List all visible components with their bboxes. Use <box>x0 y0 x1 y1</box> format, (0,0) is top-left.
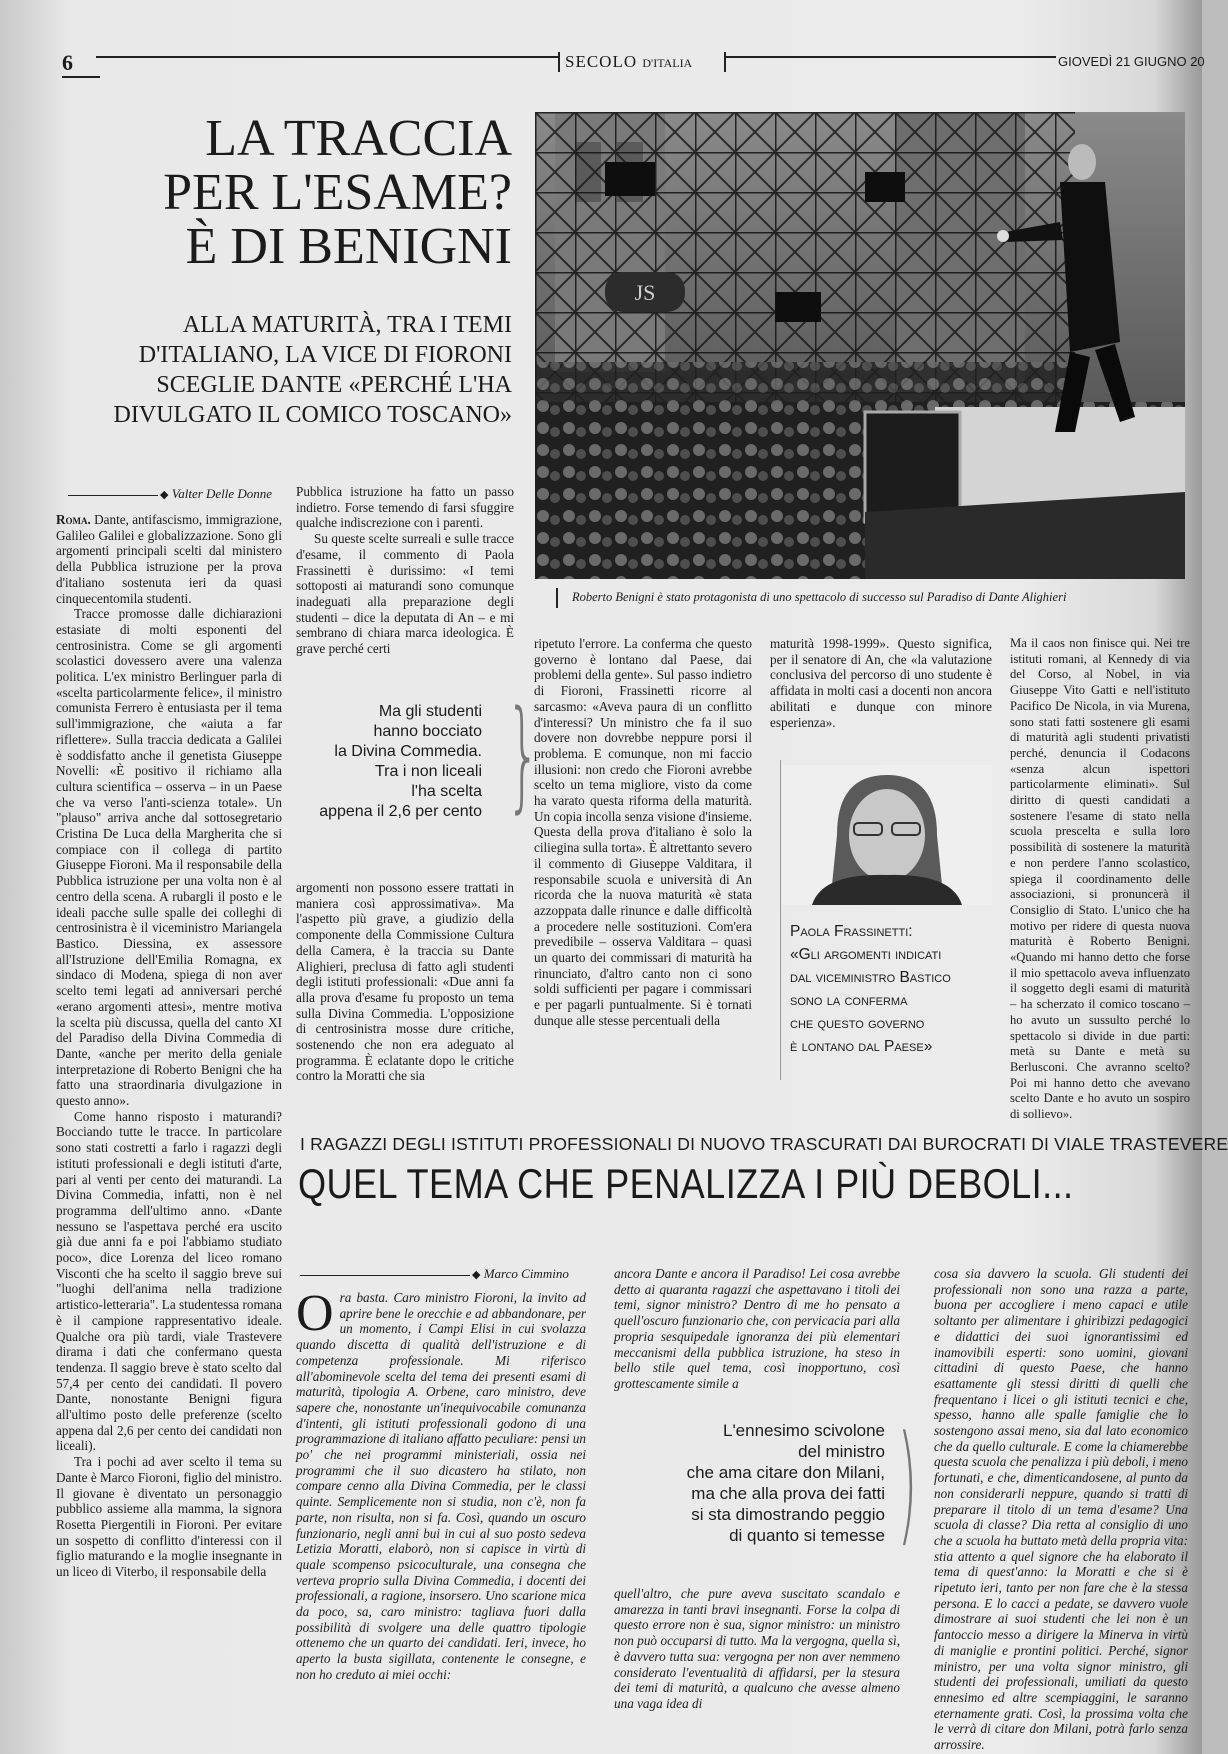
byline-rule <box>68 495 158 496</box>
article-column <box>296 880 514 1084</box>
portrait-caption-line: è lontano dal Paese» <box>790 1038 933 1055</box>
paragraph: Ma il caos non finisce qui. Nei tre istituti romani, al Kennedy di via del Corso, al Nobel, in via Giuseppe Vito Gatti e nell'istituto Pacifico De Nicola, in via Murena, sono stati fatti sostenere gli esami di maturità agli studenti privatisti perché, denuncia il Codacons «senza alcun ispettori particolarmente eliminati». Sul diritto di questi candidati a sostenere l'esame di stato nella scuola prescelta e sulla loro possibilità di sostenere la maturità e non perdere l'anno scolastico, spiega il coordinamento delle associazioni, si pronuncerà il Consiglio di Stato. L'unico che ha motivo per ridere di questa nuova maturità è Roberto Benigni. «Quando mi hanno detto che forse il mio spettacolo aveva influenzato il soggetto degli esami di maturità – ha scherzato il comico toscano – ho avuto un sussulto perché lo spettacolo si divide in due parti: metà su Dante e metà su Berlusconi. Che avranno scelto? Poi mi hanno detto che avevano scelto Dante e ho avuto un sospiro di sollievo». <box>1010 636 1190 1122</box>
article-column <box>770 636 992 730</box>
title-line: PER L'ESAME? <box>163 164 512 221</box>
pull-quote-line: si sta dimostrando peggio <box>691 1505 885 1524</box>
byline <box>68 486 272 502</box>
article-column <box>296 1285 586 1700</box>
article-subtitle <box>42 310 512 430</box>
pull-quote <box>292 702 482 822</box>
article-column <box>614 1586 900 1711</box>
header-rule <box>62 76 100 78</box>
pull-quote-line: la Divina Commedia. <box>334 743 482 760</box>
pull-quote-line: ma che alla prova dei fatti <box>691 1484 885 1503</box>
masthead <box>565 52 692 72</box>
stage-photo-illustration <box>535 112 1185 579</box>
header-rule <box>726 56 1056 58</box>
header-rule <box>96 56 558 58</box>
paragraph: ripetuto l'errore. La conferma che questo governo è lontano dal Paese, dai problemi della gente». Sul passo indietro di Fioroni, Frassinetti ricorre al sarcasmo: «Aveva paura di un conflitto d'interessi? Un ministro che fa il suo dovere non dovrebbe neppure porsi il problema. E comunque, non mi faccio illusioni: non credo che Fioroni avrebbe scelto un tema migliore, visto da come ha varato questa riforma della maturità. Un copia incolla senza visione d'insieme. Questa della prova d'italiano è solo la ciliegina sulla torta». È altrettanto severo il commento di Giuseppe Valditara, il responsabile scuola e università di An ricorda che la nuova maturità «è stata azzoppata dalle rinunce e dalle difficoltà a procedere nelle sostituzioni. Com'era prevedibile – osserva Valditara – quasi un quarto dei commissari di maturità ha rinunciato, d'altro canto non ci sono soldi sufficienti per pagare i commissari e per pagarli puntualmente. Si è tornati dunque alle stesse percentuali della <box>534 636 752 1028</box>
byline-diamond-icon: ◆ <box>472 1269 481 1281</box>
title-line: LA TRACCIA <box>205 110 512 167</box>
pull-quote-line: di quanto si temesse <box>729 1526 885 1545</box>
portrait-caption-line: sono la conferma <box>790 992 908 1009</box>
drop-cap: O <box>296 1285 334 1342</box>
article-headline: QUEL TEMA CHE PENALIZZA I PIÙ DEBOLI... <box>298 1160 1074 1207</box>
paragraph: Tracce promosse dalle dichiarazioni estasiate di molti esponenti del centrosinistra. Come se gli argomenti scolastici dovessero avere una valenza politica. L'ex ministro Berlinguer parla di «scelta particolarmente felice», il ministro comunista Ferrero è entusiasta per il tema sull'immigrazione, che «aiuta a far riflettere». Sulla traccia dedicata a Galilei è soddisfatto anche il genetista Giuseppe Novelli: «È positivo il richiamo alla cultura scientifica – osserva – in un Paese che va verso l'anti-scienza totale». Un "plauso" arriva anche dal sottosegretario Cristina De Luca della Margherita che si compiace con il collega di partito Giuseppe Fioroni. Ma il responsabile della Pubblica istruzione per una volta non è al centro della scena. A rubargli il posto e le ideali pacche sulle spalle dei colleghi di centrosinistra è il viceministro Mariangela Bastico. Diessina, ex assessore all'Istruzione dell'Emilia Romagna, ex sindaco di Modena, spiega di non aver scelto temi legati ad anniversari perché «erano argomenti attesi», mentre motiva la scelta più discussa, quella del canto XI del Paradiso della Divina Commedia di Dante, «anche per merito della geniale interpretazione di Roberto Benigni che ha fatto una straordinaria divulgazione in questo anno». <box>56 606 282 1109</box>
masthead-name: SECOLO <box>565 52 638 71</box>
pull-quote-line: che ama citare don Milani, <box>686 1463 885 1482</box>
page-number: 6 <box>62 50 73 75</box>
paragraph: maturità 1998-1999». Questo significa, per il senatore di An, che «la valutazione conclusiva del percorso di uno studente è affidata in molti casi a docenti non ancora abilitati e dunque con minore esperienza». <box>770 636 992 730</box>
paragraph-text: Dante, antifascismo, immigrazione, Galileo Galilei e globalizzazione. Sono gli argomenti principali scelti dal ministero della Pubblica istruzione per la prova d'italiano sostenuta ieri da quasi cinquecentomila studenti. <box>56 512 282 606</box>
brace-icon: } <box>505 686 541 825</box>
photo-caption: Roberto Benigni è stato protagonista di uno spettacolo di successo sul Paradiso di Dante Alighieri <box>572 590 1067 604</box>
subtitle-line: DIVULGATO IL COMICO TOSCANO» <box>113 402 512 428</box>
author-name: Marco Cimmino <box>483 1266 569 1281</box>
subtitle-line: SCEGLIE DANTE «PERCHÉ L'HA <box>156 372 512 398</box>
header-divider <box>724 52 726 72</box>
byline <box>300 1266 569 1282</box>
article-column <box>56 512 282 1692</box>
pull-quote-line: Ma gli studenti <box>378 703 482 720</box>
subtitle-line: D'ITALIANO, LA VICE DI FIORONI <box>138 342 512 368</box>
paragraph: Tra i pochi ad aver scelto il tema su Dante è Marco Fioroni, figlio del ministro. Il giovane è diventato un personaggio pubblico assieme alla mamma, la signora Rosetta Piergentili in Fioroni. Per evitare un sospetto di conflitto d'interessi con il figlio maturando e la moglie insegnante in un liceo di Viterbo, il responsabile della <box>56 1454 282 1580</box>
paragraph: argomenti non possono essere trattati in maniera così approssimativa». Ma l'aspetto più grave, a giudizio della componente della Commissione Cultura della Camera, è la traccia su Dante Alighieri, preclusa di fatto agli studenti degli istituti professionali: «Due anni fa alla prova d'esame fu proposto un tema sulla Divina Commedia. L'opposizione di centrosinistra mosse dure critiche, sostenendo che non era adeguato al programma. È eclatante dopo le critiche contro la Moratti che sia <box>296 880 514 1084</box>
portrait-photo <box>782 765 992 905</box>
subtitle-line: ALLA MATURITÀ, TRA I TEMI <box>182 312 512 338</box>
dateline: Roma. <box>56 512 91 527</box>
pull-quote-line: hanno bocciato <box>373 723 482 740</box>
portrait-caption-line: dal viceministro Bastico <box>790 969 951 986</box>
portrait-caption-line: che questo governo <box>790 1015 925 1032</box>
header-divider <box>558 52 560 72</box>
pull-quote-line: l'ha scelta <box>411 783 482 800</box>
pull-quote-line: Tra i non liceali <box>374 763 482 780</box>
article-column <box>1010 636 1190 1122</box>
author-name: Valter Delle Donne <box>171 486 273 501</box>
paragraph-text: ra basta. Caro ministro Fioroni, la invito ad aprire bene le orecchie e ad abbandonare, per un momento, i Campi Elisi in cui svolazza quando discetta di qualità dell'istruzione e di competenza professionale. Mi riferisco all'abominevole scelta del tema dei presenti esami di maturità, tipologia A. Orbene, caro ministro, deve sapere che, nonostante un'inequivocabile comunanza d'intenti, gli istituti professionali godono di una programmazione di italiano affatto peculiare: pensi un po' che nei programmi ministeriali, ossia nei programmi che il suo dicastero ha stilato, non compare cenno alla Divina Commedia, per le classi quinte. Semplicemente non si studia, non c'è, non fa parte, non risulta, non si fa. Così, quando un oscuro funzionario, negli anni bui in cui al suo posto sedeva Letizia Moratti, elaborò, non si capisce in virtù di quale scompenso psicoculturale, una consegna che verteva proprio sulla Divina Commedia, i docenti dei professionali, a ragione, insorsero. Uno scarione mica da poco, sa, caro ministro: tagliava fuori dalla possibilità di svolgere una delle quattro tipologie ottenemo che un quarto dei candidati. Ieri, invece, ho aperto la busta sigillata, contenente le consegne, e non ho creduto ai miei occhi: <box>296 1290 586 1682</box>
parenthesis-icon: ) <box>897 1407 918 1559</box>
caption-rule <box>556 588 558 608</box>
paragraph: Come hanno risposto i maturandi? Bocciando tutte le tracce. In particolare sono stati costretti a farlo i ragazzi degli istituti professionali e degli istituti d'arte, pari al venti per cento dei maturandi. La Divina Commedia, infatti, non è nel programma dell'ultimo anno. «Dante nessuno se l'aspettava perché era uscito già due anni fa e poi l'abbiamo studiato poco», dice Lorenza del liceo romano Visconti che ha scelto il saggio breve sui "luoghi dell'anima nella tradizione artistico-letteraria". La studentessa romana è il campione rappresentativo ideale. Qualche ora più tardi, viale Trastevere dirama i dati che confermano questa tendenza. Il saggio breve è stato scelto dal 57,4 per cento dei candidati. Il povero Dante, nonostante Benigni figura all'ultimo posto delle preferenze (scelto appena dal 2,6 per cento dei candidati non liceali). <box>56 1108 282 1454</box>
title-line: È DI BENIGNI <box>185 218 512 275</box>
issue-date: GIOVEDÌ 21 GIUGNO 20 <box>1058 54 1205 69</box>
paragraph <box>56 512 282 606</box>
photo-sign: JS <box>634 280 656 305</box>
portrait-caption <box>790 920 1000 1058</box>
pull-quote-line: del ministro <box>798 1442 885 1461</box>
paragraph: quell'altro, che pure aveva suscitato scandalo e amarezza in tanti bravi insegnanti. Forse la colpa di questo errore non è sua, signor ministro: un ministro non può occuparsi di tutto. Ma la vergogna, quella sì, è davvero tutta sua: vergogna per non aver nemmeno considerato l'eventualità di affidarsi, per la stesura dei temi di maturità, a qualcuno che avesse almeno una vaga idea di <box>614 1586 900 1711</box>
paragraph <box>296 1285 586 1683</box>
paragraph: cosa sia davvero la scuola. Gli studenti dei professionali non sono una razza a parte, buona per accogliere i meno capaci e utile soltanto per alimentare i ghiribizzi pedagogici e didattici dei suoi ignorantissimi ed inamovibili esperti: sono uomini, giovani cittadini di questo Paese, che hanno esattamente gli stessi diritti di quelli che frequentano i licei o gli istituti tecnici e che, spesso, hanno alle spalle famiglie che lo sostengono assai meno, sia dal lato economico che da quello culturale. E come la chiamerebbe questa scuola che penalizza i più deboli, i meno fortunati, e che, dimenticandosene, al punto da non considerarli neppure, quando si tratti di preparare il titolo di un tema d'esame? Una scuola di classe? Dia retta al consiglio di uno che a scuola ha buttato metà della propria vita: stia attento a quel signore che ha elaborato il tema di quest'anno: la Moratti e che si è ripetuto ieri, tanto per non fare che è la stessa persona. E lo cacci a pedate, se davvero vuole dimostrare ai suoi studenti che lei non è un fantoccio messo a dirigere la Minerva in virtù di maniglie e prontini politici. Perché, signor ministro, per una volta signor ministro, gli studenti dei professionali, umiliati da questo ennesimo ed altre scempiaggini, le saranno eternamente grati. Così, la prossima volta che le verrà di citare don Milani, potrà farlo senza arrossire. <box>934 1266 1188 1753</box>
portrait-caption-line: «Gli argomenti indicati <box>790 946 942 963</box>
pull-quote <box>610 1420 885 1546</box>
paragraph: ancora Dante e ancora il Paradiso! Lei cosa avrebbe detto ai quaranta ragazzi che aspettavano i titoli dei temi, signor ministro? Dentro di me ho pensato a quell'oscuro funzionario che, con pervicacia pari alla propria sesquipedale ignoranza dei più elementari meccanismi della pubblica istruzione, ha steso in bello stile quel tema, così inopportuno, così grottescamente simile a <box>614 1266 900 1391</box>
paragraph: Su queste scelte surreali e sulle tracce d'esame, il commento di Paola Frassinetti è durissimo: «I temi sottoposti ai maturandi sono comunque inadeguati alla preparazione degli studenti – dice la deputata di An – e mi sembrano di chiara marca ideologica. È grave perché certi <box>296 531 514 657</box>
paragraph: Pubblica istruzione ha fatto un passo indietro. Forse temendo di farsi sfuggire qualche indiscrezione con i parenti. <box>296 484 514 531</box>
article-column <box>296 484 514 678</box>
article-column <box>934 1266 1188 1753</box>
pull-quote-line: appena il 2,6 per cento <box>319 803 482 820</box>
portrait-caption-line: Paola Frassinetti: <box>790 923 913 940</box>
article-title <box>42 112 512 274</box>
article-column <box>614 1266 900 1414</box>
byline-diamond-icon: ◆ <box>160 489 169 501</box>
masthead-suffix: D'ITALIA <box>642 56 693 70</box>
byline-rule <box>300 1275 470 1276</box>
article-column <box>534 636 752 1078</box>
article-kicker: I RAGAZZI DEGLI ISTITUTI PROFESSIONALI DI NUOVO TRASCURATI DAI BUROCRATI DI VIALE TRASTEVERE <box>300 1134 1228 1154</box>
portrait-illustration <box>782 765 992 905</box>
pull-quote-line: L'ennesimo scivolone <box>722 1421 885 1440</box>
stage-photo <box>535 112 1185 579</box>
